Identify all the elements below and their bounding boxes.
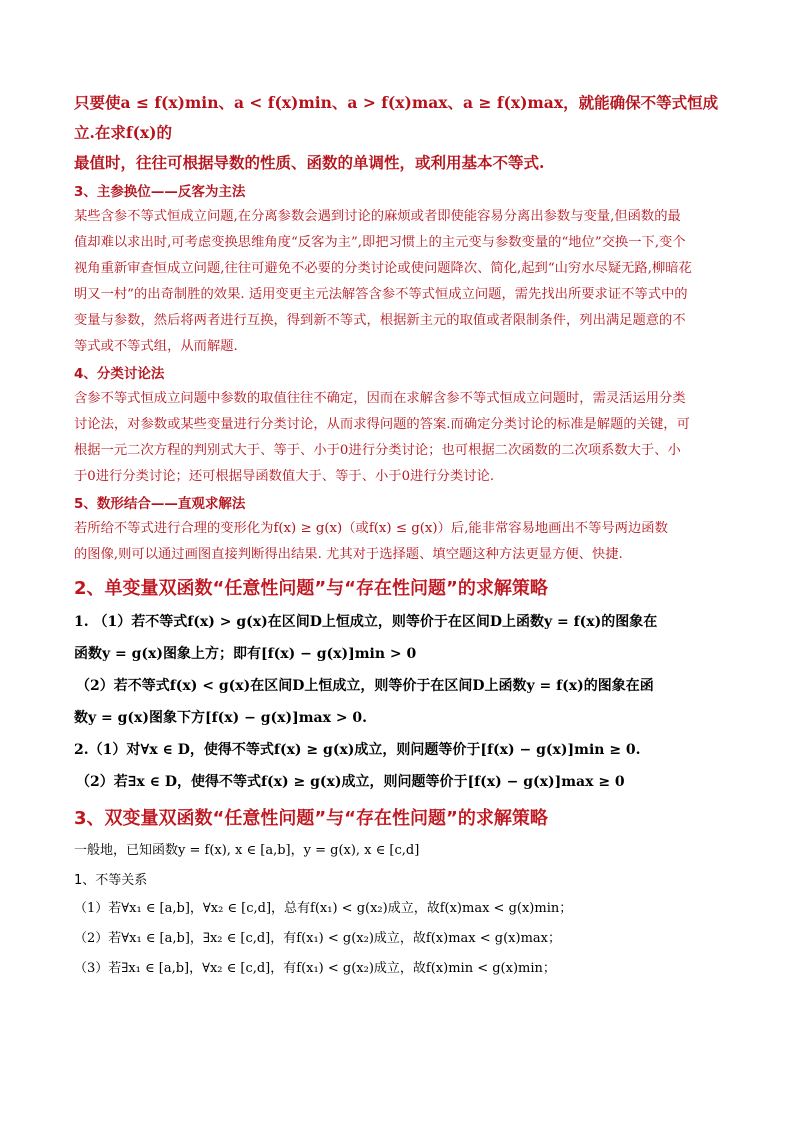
single-item-3: 2.（1）对∀x ∈ D，使得不等式f(x) ≥ g(x)成立，则问题等价于[f(x) − g(x)]min ≥ 0. <box>74 742 641 758</box>
section-3-line: 等式或不等式组，从而解题. <box>74 339 238 354</box>
section-3-heading <box>74 180 724 204</box>
section-5-line: 的图像,则可以通过画图直接判断得出结果. 尤其对于选择题、填空题这种方法更显方便、快捷. <box>74 547 623 562</box>
section-3-line: 变量与参数，然后将两者进行互换，得到新不等式，根据新主元的取值或者限制条件，列出满足题意的不 <box>74 313 686 328</box>
section-3-line: 某些含参不等式恒成立问题,在分离参数会遇到讨论的麻烦或者即使能容易分离出参数与变量,但函数的最 <box>74 209 681 224</box>
single-item-2-line-2: 数y = g(x)图象下方[f(x) − g(x)]max > 0. <box>74 710 368 726</box>
double-case-2: （2）若∀x₁ ∈ [a,b]，∃x₂ ∈ [c,d]，有f(x₁) < g(x₂)成立，故f(x)max < g(x)max； <box>74 931 561 946</box>
section-3-line: 值却难以求出时,可考虑变换思维角度“反客为主”,即把习惯上的主元变与参数变量的“地位”交换一下,变个 <box>74 235 686 250</box>
single-item-1-line-1: 1. （1）若不等式f(x) > g(x)在区间D上恒成立，则等价于在区间D上函数y = f(x)的图象在 <box>74 614 658 630</box>
single-item-1-line-2: 函数y = g(x)图象上方；即有[f(x) − g(x)]min > 0 <box>74 646 417 662</box>
section-3-line: 明又一村”的出奇制胜的效果. 适用变更主元法解答含参不等式恒成立问题，需先找出所要求证不等式中的 <box>74 287 688 302</box>
section-4-heading <box>74 362 724 386</box>
section-4-line: 讨论法，对参数或某些变量进行分类讨论，从而求得问题的答案.而确定分类讨论的标准是解题的关键，可 <box>74 417 690 432</box>
section-4-number: 4、 <box>74 366 97 382</box>
section-5-number: 5、 <box>74 496 97 512</box>
double-subheading: 1、不等关系 <box>74 873 148 888</box>
heading-double-variable: 3、双变量双函数“任意性问题”与“存在性问题”的求解策略 <box>74 808 548 829</box>
double-case-3: （3）若∃x₁ ∈ [a,b]，∀x₂ ∈ [c,d]，有f(x₁) < g(x₂)成立，故f(x)min < g(x)min； <box>74 961 556 976</box>
section-3-number: 3、 <box>74 184 97 200</box>
section-5-heading <box>74 492 724 516</box>
double-case-1: （1）若∀x₁ ∈ [a,b]，∀x₂ ∈ [c,d]，总有f(x₁) < g(x₂)成立，故f(x)max < g(x)min； <box>74 901 573 916</box>
single-item-2-line-1: （2）若不等式f(x) < g(x)在区间D上恒成立，则等价于在区间D上函数y = f(x)的图象在函 <box>76 678 654 694</box>
section-4-line: 含参不等式恒成立问题中参数的取值往往不确定，因而在求解含参不等式恒成立问题时，需灵活运用分类 <box>74 391 686 406</box>
section-5-title: 数形结合——直观求解法 <box>96 496 246 512</box>
section-3-title: 主参换位——反客为主法 <box>96 184 246 200</box>
section-5-line: 若所给不等式进行合理的变形化为f(x) ≥ g(x)（或f(x) ≤ g(x)）后,能非常容易地画出不等号两边函数 <box>74 521 668 536</box>
lead-line-1: 只要使a ≤ f(x)min、a < f(x)min、a > f(x)max、a ≥ f(x)max，就能确保不等式恒成立.在求f(x)的 <box>74 93 719 142</box>
section-4-title: 分类讨论法 <box>96 366 165 382</box>
single-item-4: （2）若∃x ∈ D，使得不等式f(x) ≥ g(x)成立，则问题等价于[f(x) − g(x)]max ≥ 0 <box>76 774 625 790</box>
section-3-line: 视角重新审查恒成立问题,往往可避免不必要的分类讨论或使问题降次、简化,起到“山穷水尽疑无路,柳暗花 <box>74 261 692 276</box>
heading-single-variable: 2、单变量双函数“任意性问题”与“存在性问题”的求解策略 <box>74 578 548 599</box>
document-page <box>74 88 724 984</box>
double-intro: 一般地，已知函数y = f(x), x ∈ [a,b]，y = g(x), x ∈ [c,d] <box>74 843 420 858</box>
section-4-line: 根据一元二次方程的判别式大于、等于、小于0进行分类讨论；也可根据二次函数的二次项系数大于、小 <box>74 443 681 458</box>
section-4-line: 于0进行分类讨论；还可根据导函数值大于、等于、小于0进行分类讨论. <box>74 469 495 484</box>
lead-line-2: 最值时，往往可根据导数的性质、函数的单调性，或利用基本不等式. <box>74 153 545 172</box>
